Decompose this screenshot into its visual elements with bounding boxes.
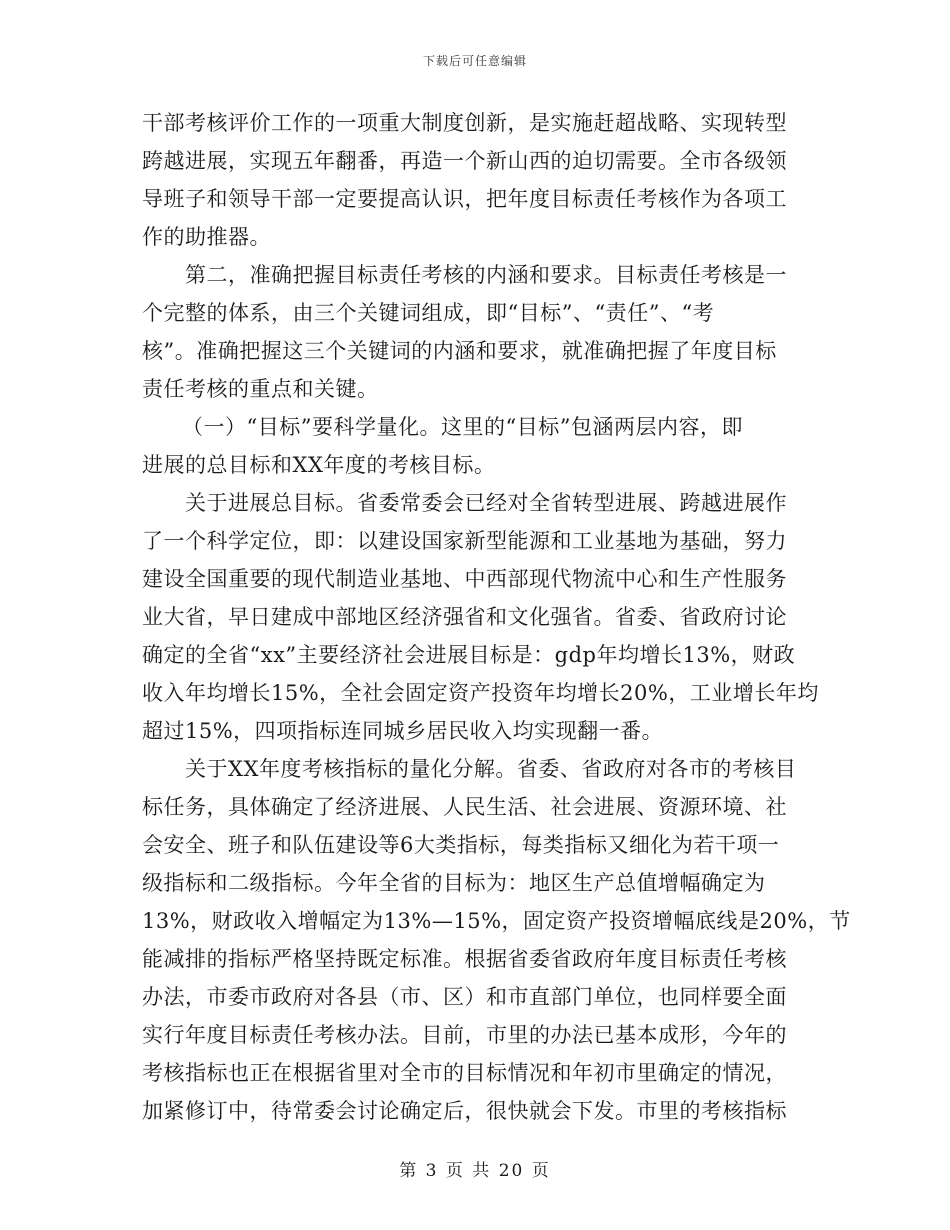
text-line: 级指标和二级指标。今年全省的目标为：地区生产总值增幅确定为: [142, 871, 766, 895]
text-line: 建设全国重要的现代制造业基地、中西部现代物流中心和生产性服务: [142, 567, 787, 591]
text-line: 实行年度目标责任考核办法。目前，市里的办法已基本成形，今年的: [142, 1023, 787, 1047]
text-line: 进展的总目标和XX年度的考核目标。: [142, 453, 496, 477]
text-line: 13%，财政收入增幅定为13%—15%，固定资产投资增幅底线是20%，节: [142, 909, 851, 933]
text-line: 超过15%，四项指标连同城乡居民收入均实现翻一番。: [142, 719, 664, 743]
text-line: 收入年均增长15%，全社会固定资产投资年均增长20%，工业增长年均: [142, 681, 819, 705]
text-line: 业大省，早日建成中部地区经济强省和文化强省。省委、省政府讨论: [142, 605, 787, 629]
paragraph-start-line: 关于进展总目标。省委常委会已经对全省转型进展、跨越进展作: [185, 491, 787, 515]
text-line: 能减排的指标严格坚持既定标准。根据省委省政府年度目标责任考核: [142, 947, 787, 971]
header-note: 下载后可任意编辑: [422, 54, 527, 68]
text-line: 责任考核的重点和关键。: [142, 377, 379, 401]
text-line: 跨越进展，实现五年翻番，再造一个新山西的迫切需要。全市各级领: [142, 149, 787, 173]
text-line: 考核指标也正在根据省里对全市的目标情况和年初市里确定的情况，: [142, 1061, 787, 1085]
text-line: 标任务，具体确定了经济进展、人民生活、社会进展、资源环境、社: [142, 795, 787, 819]
text-line: 确定的全省“xx”主要经济社会进展目标是：gdp年均增长13%，财政: [142, 643, 796, 667]
text-line: 作的助推器。: [142, 225, 271, 249]
page-number-footer: 第 3 页 共 20 页: [399, 1161, 551, 1181]
text-line: 了一个科学定位，即：以建设国家新型能源和工业基地为基础，努力: [142, 529, 787, 553]
paragraph-start-line: 关于XX年度考核指标的量化分解。省委、省政府对各市的考核目: [185, 757, 797, 781]
body-text: [142, 104, 851, 1130]
text-line: 办法，市委市政府对各县（市、区）和市直部门单位，也同样要全面: [142, 985, 787, 1009]
paragraph-start-line: 第二，准确把握目标责任考核的内涵和要求。目标责任考核是一: [185, 263, 787, 287]
text-line: 干部考核评价工作的一项重大制度创新，是实施赶超战略、实现转型: [142, 111, 787, 135]
text-line: 加紧修订中，待常委会讨论确定后，很快就会下发。市里的考核指标: [142, 1099, 787, 1123]
text-line: 导班子和领导干部一定要提高认识，把年度目标责任考核作为各项工: [142, 187, 787, 211]
text-line: 会安全、班子和队伍建设等6大类指标，每类指标又细化为若干项一: [142, 833, 780, 857]
text-line: 核”。准确把握这三个关键词的内涵和要求，就准确把握了年度目标: [142, 339, 777, 363]
text-line: 个完整的体系，由三个关键词组成，即“目标”、“责任”、“考: [142, 301, 715, 325]
paragraph-start-line: （一）“目标”要科学量化。这里的“目标”包涵两层内容，即: [182, 415, 743, 439]
